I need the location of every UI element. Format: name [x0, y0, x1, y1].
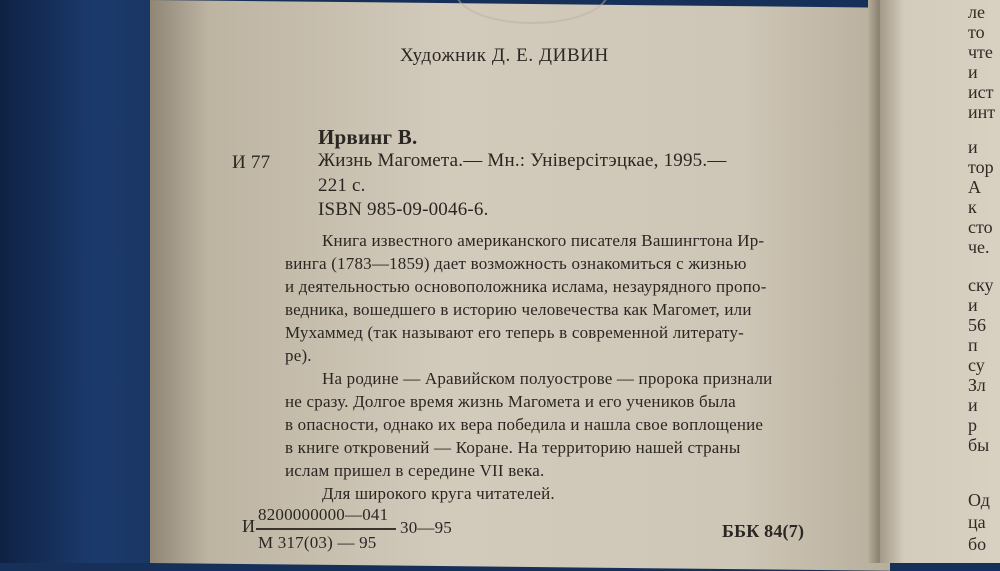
right-page-text: бо [968, 534, 987, 554]
right-page-text: сто [968, 217, 993, 237]
right-page-text: ца [968, 512, 986, 532]
right-page-text: су [968, 355, 985, 375]
right-page-text: и [968, 295, 978, 315]
right-page-text: 56 [968, 315, 986, 335]
formula-code: 30—95 [400, 518, 452, 537]
right-page-text: то [968, 22, 985, 42]
right-page-text: ист [968, 82, 994, 102]
right-page-text: п [968, 335, 978, 355]
right-page-text: Од [968, 490, 990, 510]
right-page-text: Зл [968, 375, 986, 395]
artist-credit: Художник Д. Е. ДИВИН [400, 45, 609, 66]
page-count: 221 с. [318, 175, 366, 196]
annotation-line: Мухаммед (так называют его теперь в современной литерату- [285, 323, 745, 342]
annotation-line: винга (1783—1859) дает возможность ознакомиться с жизнью [285, 254, 747, 273]
formula-numerator: 8200000000—041 [258, 505, 389, 524]
right-page-text: че. [968, 237, 990, 257]
right-page-text: к [968, 197, 977, 217]
right-page-text: бы [968, 435, 990, 455]
formula-denominator: М 317(03) — 95 [258, 533, 377, 552]
catalog-index: И 77 [232, 152, 271, 173]
title-line: Жизнь Магомета.— Мн.: Універсітэцкае, 1995.— [318, 150, 727, 171]
right-page-text: и [968, 395, 978, 415]
fraction-line [256, 528, 396, 530]
annotation-line: в опасности, однако их вера победила и нашла свое воплощение [285, 415, 764, 434]
formula-letter: И [242, 516, 256, 536]
annotation-line: не сразу. Долгое время жизнь Магомета и его учеников была [285, 392, 736, 411]
right-page-text: и [968, 137, 978, 157]
right-page-text: А [968, 177, 981, 197]
annotation-line: ислам пришел в середине VII века. [285, 461, 545, 480]
right-page-text: ле [968, 2, 985, 22]
isbn: ISBN 985-09-0046-6. [318, 199, 489, 220]
annotation-line: в книге откровений — Коране. На территорию нашей страны [285, 438, 741, 457]
annotation-line: Для широкого круга читателей. [322, 484, 555, 503]
annotation-line: На родине — Аравийском полуострове — пророка признали [322, 369, 773, 388]
right-page-text: чте [968, 42, 993, 62]
annotation-line: ре). [285, 346, 312, 365]
annotation-line: и деятельностью основоположника ислама, незаурядного пропо- [285, 277, 767, 296]
right-page-text: и [968, 62, 978, 82]
annotation-line: Книга известного американского писателя Вашингтона Ир- [322, 231, 765, 250]
right-page-text: тор [968, 157, 994, 177]
bbk-code: ББК 84(7) [722, 521, 805, 541]
author-name: Ирвинг В. [318, 125, 418, 149]
annotation-line: ведника, вошедшего в историю человечества как Магомет, или [285, 300, 752, 319]
right-page-text: ску [968, 275, 994, 295]
right-page-text: инт [968, 102, 996, 122]
right-page-text: р [968, 415, 977, 435]
book-cover-cloth [0, 0, 170, 563]
